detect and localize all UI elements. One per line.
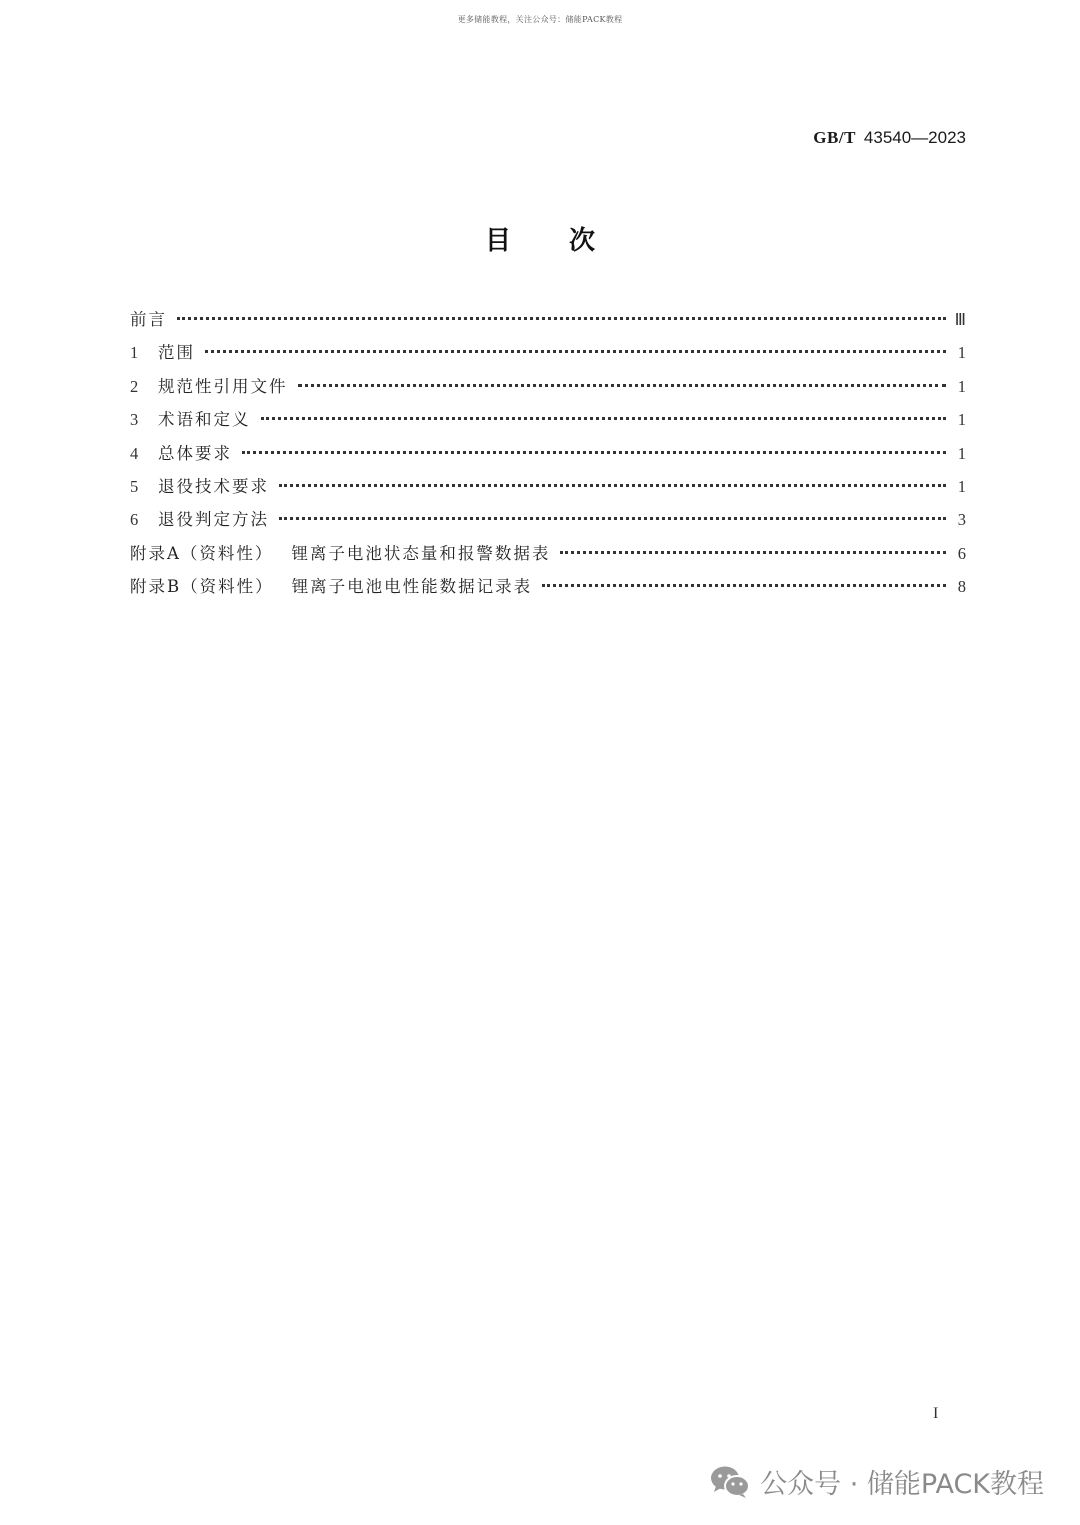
toc-entry-label xyxy=(130,540,550,564)
toc-leader-dots xyxy=(261,417,947,420)
toc-entry-label xyxy=(130,573,532,597)
toc-entry-page: 1 xyxy=(957,476,966,496)
toc-leader-dots xyxy=(205,350,946,353)
toc-entry-page: 1 xyxy=(957,443,966,463)
toc-entry-foreword[interactable] xyxy=(130,306,966,339)
watermark-text: 公众号 · 储能PACK教程 xyxy=(760,1469,1044,1500)
toc-entry-page: 1 xyxy=(957,410,966,430)
toc-entry-annex-a[interactable] xyxy=(130,540,966,573)
toc-leader-dots xyxy=(279,517,946,520)
watermark xyxy=(710,1462,1044,1501)
toc-leader-dots xyxy=(542,584,946,587)
annex-title: 锂离子电池状态量和报警数据表 xyxy=(291,543,551,563)
toc-entry-number: 2 xyxy=(130,376,139,396)
annex-prefix: 附录B（资料性） xyxy=(130,577,274,597)
toc-entry-6[interactable] xyxy=(130,506,966,539)
toc-entry-number: 5 xyxy=(130,476,139,496)
wechat-icon xyxy=(710,1465,750,1499)
toc-entry-label: 规范性引用文件 xyxy=(158,376,288,396)
toc-entry-number: 1 xyxy=(130,343,139,363)
toc-entry-page: Ⅲ xyxy=(954,310,966,329)
toc-entry-1[interactable] xyxy=(130,339,966,372)
toc-entry-page: 3 xyxy=(957,510,966,530)
toc-leader-dots xyxy=(177,317,946,320)
toc-entry-annex-b[interactable] xyxy=(130,573,966,606)
toc-leader-dots xyxy=(298,384,947,387)
toc-entry-4[interactable] xyxy=(130,440,966,473)
toc-entry-page: 8 xyxy=(957,577,966,597)
standard-code xyxy=(813,128,966,148)
standard-prefix: GB/T xyxy=(813,128,856,147)
toc-entry-5[interactable] xyxy=(130,473,966,506)
table-of-contents xyxy=(130,306,966,607)
toc-entry-number: 4 xyxy=(130,443,139,463)
toc-entry-label: 总体要求 xyxy=(158,443,232,463)
standard-number: 43540—2023 xyxy=(863,128,966,147)
toc-entry-page: 1 xyxy=(957,343,966,363)
toc-entry-page: 1 xyxy=(957,376,966,396)
header-note: 更多储能教程，关注公众号：储能PACK教程 xyxy=(457,15,623,24)
page-number: I xyxy=(933,1405,939,1422)
toc-entry-2[interactable] xyxy=(130,373,966,406)
annex-title: 锂离子电池电性能数据记录表 xyxy=(291,577,533,597)
toc-leader-dots xyxy=(279,484,946,487)
annex-prefix: 附录A（资料性） xyxy=(130,543,274,563)
toc-entry-label: 范围 xyxy=(158,343,195,363)
toc-entry-label: 术语和定义 xyxy=(158,410,251,430)
toc-entry-number: 6 xyxy=(130,510,139,530)
toc-leader-dots xyxy=(560,551,946,554)
toc-entry-number: 3 xyxy=(130,410,139,430)
toc-entry-page: 6 xyxy=(957,543,966,563)
toc-entry-3[interactable] xyxy=(130,406,966,439)
toc-leader-dots xyxy=(242,451,946,454)
toc-title: 目次 xyxy=(484,226,653,256)
toc-entry-label: 退役技术要求 xyxy=(158,476,269,496)
toc-entry-label: 前言 xyxy=(130,310,167,329)
toc-entry-label: 退役判定方法 xyxy=(158,510,269,530)
